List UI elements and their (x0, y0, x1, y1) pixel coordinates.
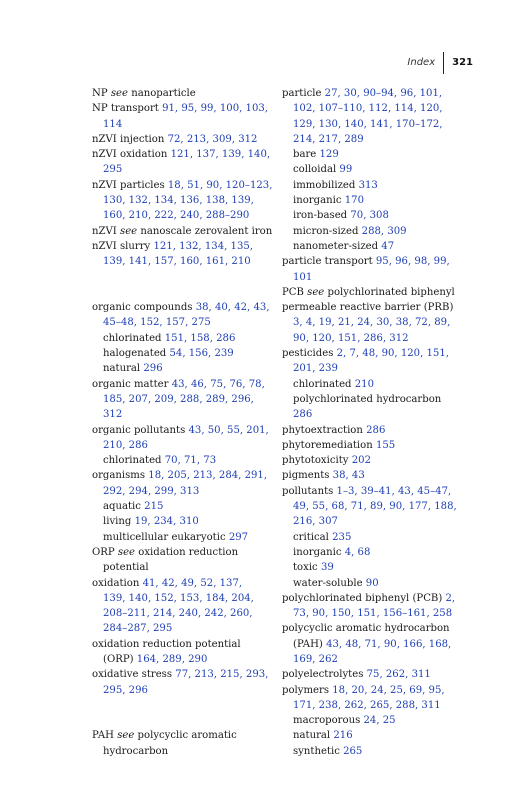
index-term: aquatic (103, 501, 141, 513)
index-term: NP transport (92, 103, 159, 115)
index-entry (92, 545, 270, 560)
index-subentry (282, 713, 464, 728)
page-references: 90 (365, 577, 379, 589)
index-entry (282, 300, 464, 315)
index-entry (282, 621, 464, 636)
see-reference-label: see (117, 730, 135, 742)
index-subentry (282, 545, 464, 560)
index-entry (92, 178, 273, 193)
index-term: pigments (282, 470, 330, 482)
index-term-continuation: (ORP) (103, 653, 134, 665)
index-continuation (92, 407, 270, 422)
index-entry (282, 438, 464, 453)
index-entry (282, 667, 464, 682)
index-entry (92, 300, 270, 315)
page-references: 284–287, 295 (103, 623, 173, 635)
page-references: 43, 48, 71, 90, 166, 168, (326, 638, 452, 650)
index-term: particle (282, 88, 322, 99)
index-term: halogenated (103, 348, 167, 360)
index-subentry (92, 514, 270, 529)
index-continuation (282, 117, 464, 132)
index-entry (92, 86, 270, 101)
index-term: critical (293, 531, 329, 543)
index-term: synthetic (293, 745, 340, 757)
see-reference-label: see (120, 225, 138, 237)
index-subentry (92, 331, 270, 346)
index-entry (92, 423, 270, 438)
index-term: inorganic (293, 546, 342, 558)
index-continuation (282, 652, 464, 667)
index-term: nZVI injection (92, 133, 165, 145)
index-term: phytotoxicity (282, 455, 349, 467)
index-continuation (92, 392, 270, 407)
index-continuation (92, 162, 270, 177)
see-reference-label: see (307, 286, 325, 298)
page-references: 102, 107–110, 112, 114, 120, (293, 103, 443, 115)
index-subentry (282, 560, 464, 575)
index-term: phytoextraction (282, 424, 363, 436)
index-subentry (92, 499, 270, 514)
letter-group-gap (92, 698, 270, 729)
index-continuation (282, 315, 464, 330)
index-subentry (282, 744, 464, 759)
page-references: 18, 205, 213, 284, 291, (148, 470, 268, 482)
index-continuation (92, 591, 270, 606)
index-continuation (92, 315, 270, 330)
index-continuation (92, 208, 270, 223)
index-entry (92, 667, 270, 682)
page-references: 201, 239 (293, 363, 338, 375)
page-references: 130, 132, 134, 136, 138, 139, (103, 195, 254, 207)
page-references: 129 (319, 149, 339, 161)
index-subentry (282, 208, 464, 223)
page-references: 214, 217, 289 (293, 133, 364, 145)
index-term: polyelectrolytes (282, 669, 364, 681)
index-subentry (282, 576, 464, 591)
see-reference-target: nanoparticle (131, 88, 196, 99)
index-term: multicellular eukaryotic (103, 531, 226, 543)
index-entry (282, 453, 464, 468)
index-term: polymers (282, 684, 330, 696)
page-references: 139, 141, 157, 160, 161, 210 (103, 256, 251, 268)
page-references: 215 (144, 501, 164, 513)
index-term: nZVI slurry (92, 240, 151, 252)
see-reference-target: nanoscale zerovalent iron (140, 225, 273, 237)
index-term: colloidal (293, 164, 337, 176)
index-term: water-soluble (293, 577, 363, 589)
index-term-continuation: hydrocarbon (103, 745, 169, 757)
index-term: oxidation (92, 577, 140, 589)
page-references: 121, 132, 134, 135, (153, 240, 254, 252)
index-term-continuation: potential (103, 562, 149, 574)
index-term: polycyclic aromatic hydrocarbon (282, 623, 450, 635)
index-term: oxidation reduction potential (92, 638, 241, 650)
index-term: PCB (282, 286, 304, 298)
index-subentry (92, 346, 270, 361)
page-references: 265 (343, 745, 363, 757)
index-term: living (103, 516, 132, 528)
index-entry (92, 377, 270, 392)
page-references: 99 (339, 164, 353, 176)
index-term: oxidative stress (92, 669, 173, 681)
index-term: permeable reactive barrier (PRB) (282, 302, 454, 314)
page-references: 292, 294, 299, 313 (103, 485, 200, 497)
index-entry (92, 728, 270, 743)
page-references: 160, 210, 222, 240, 288–290 (103, 210, 250, 222)
index-continuation (282, 132, 464, 147)
index-term: natural (103, 363, 141, 375)
index-term: pollutants (282, 485, 334, 497)
index-entry (282, 484, 464, 499)
index-continuation (92, 117, 270, 132)
index-subentry (282, 224, 464, 239)
see-reference-target: polychlorinated biphenyl (327, 286, 455, 298)
page-references: 235 (332, 531, 352, 543)
see-reference-target: oxidation reduction (138, 546, 239, 558)
index-subentry (282, 193, 464, 208)
page-references: 129, 130, 140, 141, 170–172, (293, 118, 443, 130)
index-continuation (282, 698, 464, 713)
index-term: organic pollutants (92, 424, 186, 436)
index-entry (282, 683, 464, 698)
index-term: natural (293, 730, 331, 742)
page-references: 296 (143, 363, 163, 375)
page-references: 202 (351, 455, 371, 467)
page-references: 19, 234, 310 (134, 516, 199, 528)
index-term: polychlorinated biphenyl (PCB) (282, 592, 443, 604)
index-continuation (282, 606, 464, 621)
index-continuation (92, 683, 270, 698)
page-references: 185, 207, 209, 288, 289, 296, (103, 393, 254, 405)
page-references: 170 (344, 195, 364, 207)
running-header (407, 52, 473, 74)
index-continuation (282, 637, 464, 652)
index-continuation (282, 331, 464, 346)
index-subentry (282, 728, 464, 743)
page-references: 216 (333, 730, 353, 742)
index-continuation (92, 621, 270, 636)
index-entry (282, 86, 464, 101)
index-entry (282, 591, 464, 606)
page-references: 91, 95, 99, 100, 103, (162, 103, 269, 115)
section-title: Index (407, 57, 436, 68)
page-references: 2, (445, 592, 456, 604)
index-subentry (92, 453, 270, 468)
page-references: 210, 286 (103, 439, 148, 451)
page-references: 3, 4, 19, 21, 24, 30, 38, 72, 89, (293, 317, 451, 329)
index-term: micron-sized (293, 225, 359, 237)
page-references: 38, 40, 42, 43, (195, 302, 270, 314)
page-number: 321 (452, 57, 473, 68)
index-continuation (282, 514, 464, 529)
index-entry (282, 254, 464, 269)
index-term: organisms (92, 470, 146, 482)
page-references: 45–48, 152, 157, 275 (103, 317, 211, 329)
page-references: 70, 308 (350, 210, 389, 222)
page-references: 18, 51, 90, 120–123, (167, 179, 273, 191)
index-continuation (282, 499, 464, 514)
index-continuation (282, 101, 464, 116)
page-references: 114 (103, 118, 123, 130)
index-continuation (282, 270, 464, 285)
page-references: 75, 262, 311 (366, 669, 431, 681)
index-term: chlorinated (103, 455, 162, 467)
page-references: 155 (375, 439, 396, 451)
index-column-left (92, 86, 273, 759)
page-references: 39 (320, 562, 334, 574)
index-continuation (92, 484, 270, 499)
page-references: 72, 213, 309, 312 (167, 133, 258, 145)
index-term: nanometer-sized (293, 240, 379, 252)
index-subentry (282, 162, 464, 177)
index-term: nZVI particles (92, 179, 165, 191)
index-term: organic compounds (92, 302, 193, 314)
page-references: 95, 96, 98, 99, (375, 256, 450, 268)
index-term: inorganic (293, 195, 342, 207)
page-references: 24, 25 (363, 715, 396, 727)
page-references: 171, 238, 262, 265, 288, 311 (293, 699, 441, 711)
page-references: 49, 55, 68, 71, 89, 90, 177, 188, (293, 501, 457, 513)
page-references: 38, 43 (332, 470, 365, 482)
index-term: bare (293, 149, 317, 161)
index-subentry (92, 530, 270, 545)
index-entry (92, 132, 270, 147)
page-references: 295 (103, 164, 123, 176)
index-continuation (92, 560, 270, 575)
index-term: nZVI oxidation (92, 149, 168, 161)
page-references: 139, 140, 152, 153, 184, 204, (103, 592, 254, 604)
page-references: 54, 156, 239 (169, 348, 234, 360)
index-continuation (92, 652, 270, 667)
index-term: chlorinated (293, 378, 352, 390)
index-entry (92, 147, 270, 162)
index-term: macroporous (293, 715, 361, 727)
index-entry (92, 239, 270, 254)
index-entry (282, 346, 464, 361)
index-entry (92, 637, 270, 652)
page-references: 313 (358, 179, 378, 191)
page-references: 288, 309 (361, 225, 407, 237)
index-entry (92, 468, 270, 483)
index-term: pesticides (282, 348, 334, 360)
index-continuation (92, 193, 270, 208)
page-references: 43, 50, 55, 201, (188, 424, 269, 436)
page-references: 151, 158, 286 (164, 332, 236, 344)
letter-group-gap (92, 270, 270, 301)
index-term: polychlorinated hydrocarbon (293, 393, 442, 405)
page-references: 297 (228, 531, 249, 543)
page-references: 121, 137, 139, 140, (170, 149, 271, 161)
index-subentry (282, 392, 464, 407)
page-references: 1–3, 39–41, 43, 45–47, (336, 485, 452, 497)
index-term: NP (92, 88, 108, 99)
page-references: 295, 296 (103, 684, 148, 696)
index-continuation (282, 361, 464, 376)
see-reference-label: see (110, 88, 128, 99)
see-reference-target: polycyclic aromatic (137, 730, 237, 742)
index-subentry (282, 239, 464, 254)
index-term: organic matter (92, 378, 169, 390)
page-references: 70, 71, 73 (164, 455, 217, 467)
index-subentry (282, 377, 464, 392)
index-term: phytoremediation (282, 439, 373, 451)
index-entry (282, 468, 464, 483)
index-continuation (282, 407, 464, 422)
index-entry (282, 423, 464, 438)
page-references: 43, 46, 75, 76, 78, (171, 378, 265, 390)
page-references: 101 (293, 271, 313, 283)
page-references: 18, 20, 24, 25, 69, 95, (332, 684, 445, 696)
index-term: PAH (92, 730, 114, 742)
page-references: 312 (103, 409, 123, 421)
page-references: 216, 307 (293, 516, 338, 528)
index-entry (92, 224, 273, 239)
index-continuation (92, 438, 270, 453)
index-term: immobilized (293, 179, 356, 191)
page-references: 4, 68 (344, 546, 371, 558)
page-references: 73, 90, 150, 151, 156–161, 258 (293, 608, 453, 620)
index-subentry (282, 178, 464, 193)
page-references: 208–211, 214, 240, 242, 260, (103, 608, 253, 620)
index-entry (282, 285, 464, 300)
index-term: ORP (92, 546, 115, 558)
index-column-right (282, 86, 464, 759)
index-continuation (92, 254, 270, 269)
page-references: 210 (354, 378, 375, 390)
index-term: nZVI (92, 225, 117, 237)
page-references: 77, 213, 215, 293, (175, 669, 269, 681)
index-term: particle transport (282, 256, 373, 268)
index-entry (92, 576, 270, 591)
index-subentry (92, 361, 270, 376)
header-divider (443, 52, 444, 74)
index-continuation (92, 606, 270, 621)
index-term: toxic (293, 562, 318, 574)
index-term-continuation: (PAH) (293, 638, 323, 650)
index-subentry (282, 530, 464, 545)
page-references: 27, 30, 90–94, 96, 101, (324, 88, 443, 99)
index-continuation (92, 744, 270, 759)
index-term: chlorinated (103, 332, 162, 344)
page-references: 164, 289, 290 (136, 653, 208, 665)
page-references: 286 (293, 409, 313, 421)
index-entry (92, 101, 270, 116)
index-subentry (282, 147, 464, 162)
page-references: 169, 262 (293, 653, 338, 665)
page-references: 47 (381, 240, 395, 252)
page-references: 286 (366, 424, 386, 436)
page-references: 2, 7, 48, 90, 120, 151, (336, 348, 449, 360)
page-references: 41, 42, 49, 52, 137, (142, 577, 243, 589)
see-reference-label: see (117, 546, 136, 558)
index-term: iron-based (293, 210, 348, 222)
page-references: 90, 120, 151, 286, 312 (293, 332, 409, 344)
